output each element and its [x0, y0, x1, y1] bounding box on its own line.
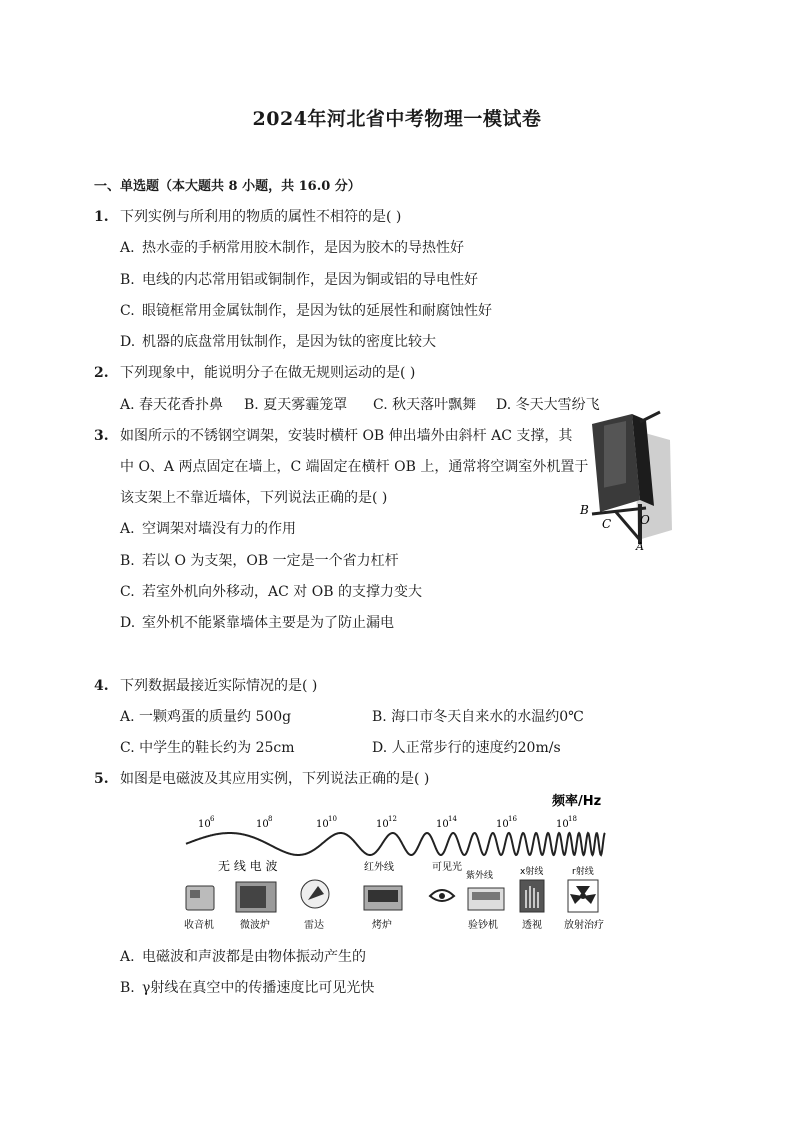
svg-text:10: 10	[496, 819, 509, 830]
device-label-radar: 雷达	[304, 920, 324, 931]
tick-1e16	[496, 815, 517, 830]
question-1-stem: 1. 下列实例与所利用的物质的属性不相符的是( )	[94, 209, 402, 225]
question-number: 1.	[94, 209, 109, 225]
air-conditioner-bracket-figure	[574, 410, 684, 552]
section-heading: 一、单选题（本大题共 8 小题，共 16.0 分）	[94, 179, 361, 194]
tick-1e14	[436, 815, 457, 830]
question-3-option-c: C. 若室外机向外移动，AC 对 OB 的支撑力变大	[120, 584, 422, 600]
oven-icon	[364, 886, 402, 910]
tick-1e10	[316, 815, 337, 830]
question-2-option-c: C. 秋天落叶飘舞	[373, 397, 477, 413]
frequency-ticks	[198, 815, 577, 830]
band-label-xray: x射线	[520, 867, 544, 877]
svg-text:18: 18	[568, 815, 577, 823]
question-1-option-d: D. 机器的底盘常用钛制作，是因为钛的密度比较大	[120, 334, 436, 350]
question-4-option-d: D. 人正常步行的速度约20m/s	[372, 740, 561, 756]
label-b: B	[580, 503, 589, 517]
question-1-option-a: A. 热水壶的手柄常用胶木制作，是因为胶木的导热性好	[120, 240, 464, 256]
question-2-stem: 2. 下列现象中，能说明分子在做无规则运动的是( )	[94, 365, 416, 381]
tick-1e6	[198, 815, 215, 830]
tick-1e18	[556, 815, 577, 830]
band-label-visible: 可见光	[432, 862, 462, 873]
question-3-stem-line-1: 3. 如图所示的不锈钢空调架，安装时横杆 OB 伸出墙外由斜杆 AC 支撑，其	[94, 428, 573, 444]
question-4-stem: 4. 下列数据最接近实际情况的是( )	[94, 678, 318, 694]
page-title: 2024年河北省中考物理一模试卷	[252, 108, 542, 130]
device-label-radio: 收音机	[184, 920, 214, 931]
tick-1e8	[256, 815, 272, 830]
question-3-option-a: A. 空调架对墙没有力的作用	[120, 521, 296, 537]
question-4-option-c: C. 中学生的鞋长约为 25cm	[120, 740, 295, 756]
band-label-uv: 紫外线	[466, 871, 494, 881]
question-number: 3.	[94, 428, 109, 444]
question-2-option-a: A. 春天花香扑鼻	[120, 397, 224, 413]
svg-text:10: 10	[316, 819, 329, 830]
radiation-symbol-icon	[568, 880, 598, 912]
label-o: O	[640, 513, 650, 527]
question-3-stem-line-2: 中 O、A 两点固定在墙上，C 端固定在横杆 OB 上，通常将空调室外机置于	[120, 459, 589, 475]
svg-text:10: 10	[556, 819, 569, 830]
question-5-stem: 5. 如图是电磁波及其应用实例，下列说法正确的是( )	[94, 771, 430, 787]
pipe	[640, 412, 660, 422]
device-label-radiotherapy: 放射治疗	[564, 920, 604, 931]
svg-text:14: 14	[448, 815, 457, 823]
question-3-option-d: D. 室外机不能紧靠墙体主要是为了防止漏电	[120, 615, 394, 631]
microwave-icon	[236, 882, 276, 912]
svg-text:10: 10	[328, 815, 337, 823]
question-4-option-a: A. 一颗鸡蛋的质量约 500g	[120, 709, 292, 725]
band-label-gamma: r射线	[572, 867, 594, 877]
svg-text:10: 10	[436, 819, 449, 830]
question-1-option-c: C. 眼镜框常用金属钛制作，是因为钛的延展性和耐腐蚀性好	[120, 303, 492, 319]
svg-text:10: 10	[376, 819, 389, 830]
radio-icon	[186, 886, 214, 910]
question-5-option-b: B. γ射线在真空中的传播速度比可见光快	[120, 980, 375, 996]
svg-text:12: 12	[388, 815, 397, 823]
ac-unit-grille	[604, 421, 626, 488]
question-2-option-d: D. 冬天大雪纷飞	[496, 397, 600, 413]
question-5-option-a: A. 电磁波和声波都是由物体振动产生的	[120, 949, 366, 965]
counterfeit-detector-icon	[468, 888, 504, 910]
band-label-infrared: 红外线	[364, 862, 394, 873]
label-c: C	[602, 517, 612, 531]
radar-icon	[301, 880, 329, 908]
device-label-microwave: 微波炉	[240, 920, 270, 931]
svg-text:16: 16	[508, 815, 517, 823]
x-ray-hand-icon	[520, 880, 544, 912]
question-number: 4.	[94, 678, 109, 694]
tick-1e12	[376, 815, 397, 830]
strut-ac	[616, 512, 640, 540]
question-2-option-b: B. 夏天雾霾笼罩	[244, 397, 348, 413]
label-a: A	[636, 540, 644, 552]
svg-text:10: 10	[256, 819, 269, 830]
svg-text:8: 8	[268, 815, 273, 823]
svg-text:10: 10	[198, 819, 211, 830]
device-label-oven: 烤炉	[372, 920, 392, 931]
question-number: 2.	[94, 365, 109, 381]
eye-icon	[430, 890, 454, 901]
svg-text:6: 6	[210, 815, 215, 823]
electromagnetic-spectrum-figure	[180, 790, 620, 935]
question-4-option-b: B. 海口市冬天自来水的水温约0℃	[372, 709, 584, 725]
device-label-xray: 透视	[522, 920, 542, 931]
question-1-option-b: B. 电线的内芯常用铝或铜制作，是因为铜或铝的导电性好	[120, 272, 478, 288]
frequency-axis-title: 频率/Hz	[552, 794, 602, 809]
question-number: 5.	[94, 771, 109, 787]
band-label-radio: 无 线 电 波	[218, 859, 278, 873]
em-wave	[186, 833, 605, 855]
question-3-stem-line-3: 该支架上不靠近墙体，下列说法正确的是( )	[120, 490, 388, 506]
question-3-option-b: B. 若以 O 为支架，OB 一定是一个省力杠杆	[120, 553, 399, 569]
device-label-detector: 验钞机	[468, 920, 498, 931]
